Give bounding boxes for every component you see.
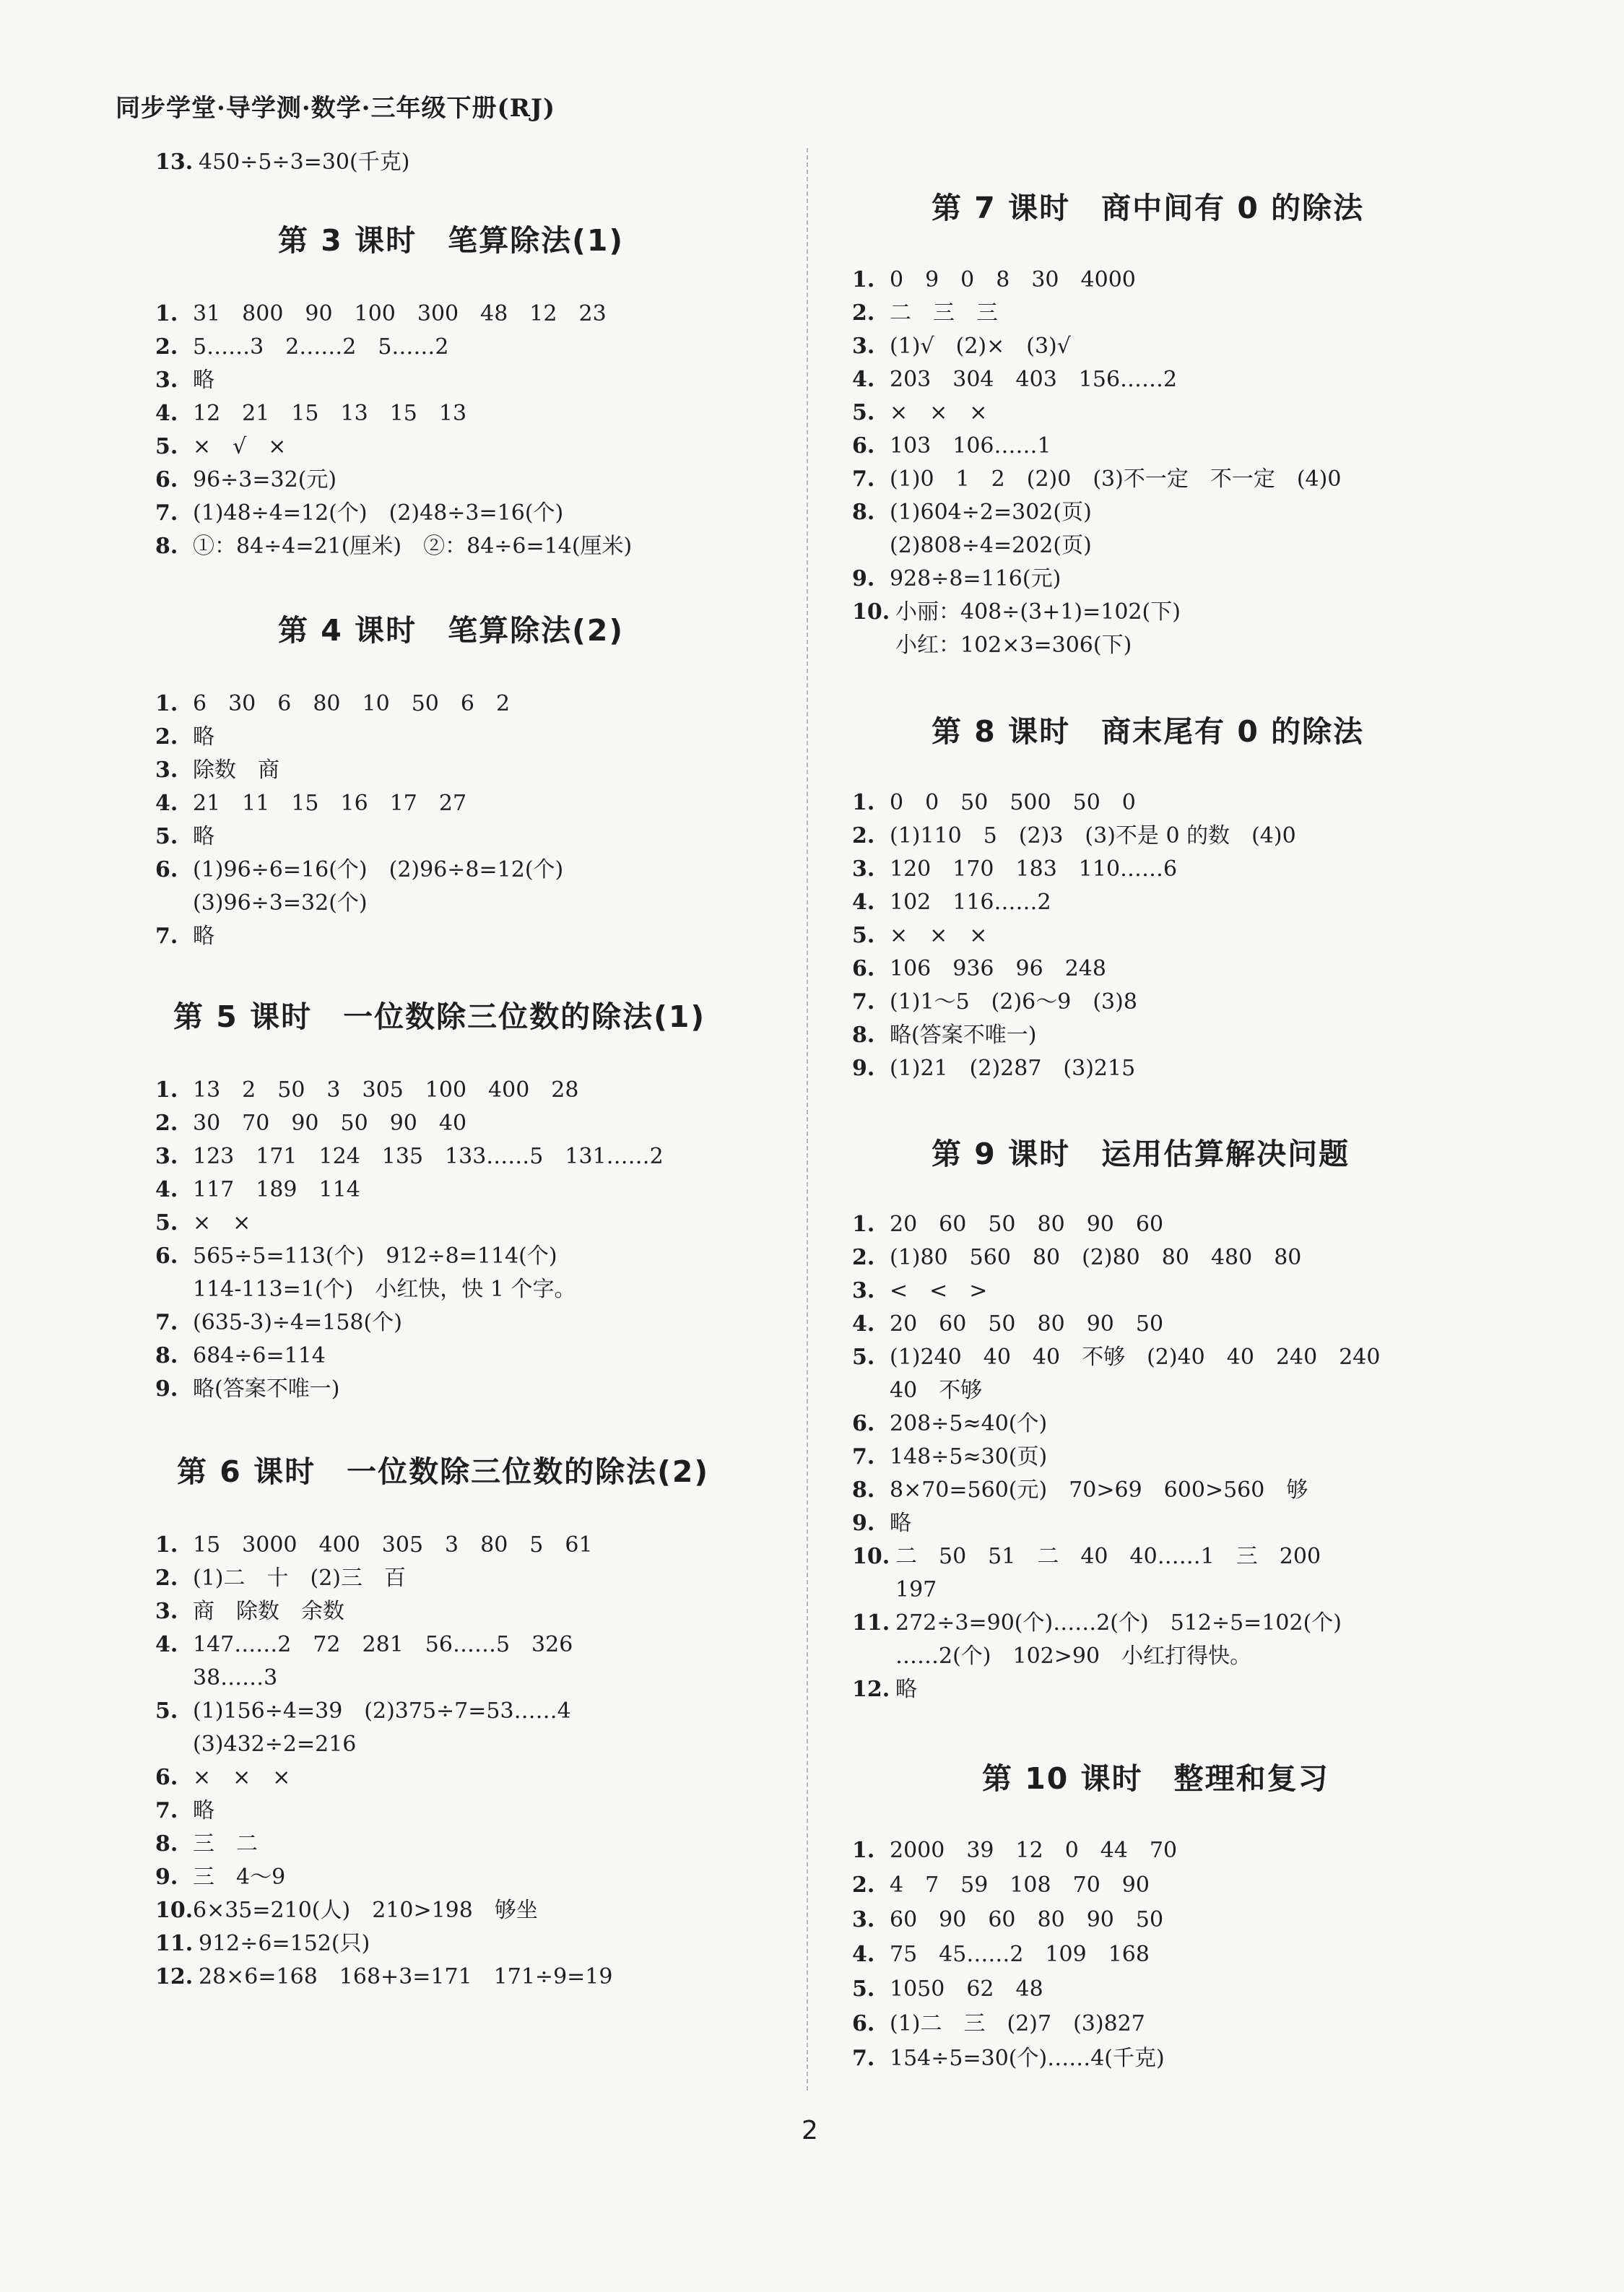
- answer-line: (3)96÷3=32(个): [193, 890, 368, 916]
- answer-line: 9. 三 4～9: [155, 1865, 286, 1890]
- answer-line: 9. 略(答案不唯一): [155, 1376, 340, 1402]
- answer-line: 1. 13 2 50 3 305 100 400 28: [155, 1077, 579, 1103]
- answer-line: 小红：102×3=306(下): [895, 633, 1132, 658]
- answer-line: 3. (1)√ (2)× (3)√: [852, 334, 1071, 359]
- answer-line: 5. 1050 62 48: [852, 1976, 1043, 2002]
- section-title: 第 7 课时 商中间有 0 的除法: [932, 191, 1365, 225]
- answer-line: 4. 117 189 114: [155, 1177, 360, 1202]
- answer-line: (2)808÷4=202(页): [890, 533, 1092, 558]
- answer-line: 12. 略: [852, 1677, 917, 1702]
- answer-line: 4. 12 21 15 13 15 13: [155, 401, 467, 426]
- answer-line: 8. 略(答案不唯一): [852, 1023, 1037, 1048]
- answer-line: 2. 30 70 90 50 90 40: [155, 1111, 467, 1136]
- answer-line: 7. (1)48÷4=12(个) (2)48÷3=16(个): [155, 500, 564, 526]
- answer-line: 2. 略: [155, 724, 214, 750]
- answer-line: 6. 96÷3=32(元): [155, 467, 337, 492]
- answer-line: 7. (1)1～5 (2)6～9 (3)8: [852, 989, 1137, 1015]
- answer-line: 11. 912÷6=152(只): [155, 1931, 370, 1956]
- answer-line: 6. (1)二 三 (2)7 (3)827: [852, 2011, 1145, 2036]
- answer-line: 1. 2000 39 12 0 44 70: [852, 1838, 1178, 1863]
- answer-line: 9. (1)21 (2)287 (3)215: [852, 1056, 1136, 1081]
- answer-line: 3. 除数 商: [155, 758, 279, 783]
- answer-line: 5. × ×: [155, 1210, 251, 1236]
- answer-line: 3. 60 90 60 80 90 50: [852, 1907, 1164, 1932]
- answer-line: 11. 272÷3=90(个)……2(个) 512÷5=102(个): [852, 1610, 1342, 1636]
- answer-line: ……2(个) 102>90 小红打得快。: [895, 1644, 1252, 1669]
- answer-line: 1. 0 0 50 500 50 0: [852, 790, 1136, 815]
- answer-line: 6. 565÷5=113(个) 912÷8=114(个): [155, 1243, 557, 1269]
- answer-line: 13. 450÷5÷3=30(千克): [155, 149, 410, 175]
- section-title: 第 8 课时 商末尾有 0 的除法: [932, 714, 1365, 749]
- answer-line: 114-113=1(个) 小红快，快 1 个字。: [193, 1277, 576, 1302]
- page-header: 同步学堂·导学测·数学·三年级下册(RJ): [116, 94, 556, 123]
- answer-line: 7. (1)0 1 2 (2)0 (3)不一定 不一定 (4)0: [852, 466, 1342, 492]
- answer-line: 6. 106 936 96 248: [852, 956, 1106, 981]
- answer-line: 5. × √ ×: [155, 434, 287, 459]
- section-title: 第 4 课时 笔算除法(2): [278, 613, 625, 648]
- answer-line: 3. < < >: [852, 1278, 988, 1303]
- answer-line: 6. × × ×: [155, 1765, 291, 1790]
- answer-line: 10.6×35=210(人) 210>198 够坐: [155, 1898, 538, 1923]
- answer-line: 7. 略: [155, 924, 214, 949]
- answer-line: 2. (1)80 560 80 (2)80 80 480 80: [852, 1245, 1302, 1270]
- answer-line: 4. 21 11 15 16 17 27: [155, 791, 467, 816]
- answer-line: 1. 20 60 50 80 90 60: [852, 1212, 1164, 1237]
- answer-line: 3. 123 171 124 135 133……5 131……2: [155, 1144, 664, 1169]
- answer-line: 7. 148÷5≈30(页): [852, 1444, 1048, 1470]
- answer-line: 3. 商 除数 余数: [155, 1599, 344, 1624]
- answer-line: 4. 75 45……2 109 168: [852, 1942, 1150, 1967]
- answer-line: 4. 20 60 50 80 90 50: [852, 1311, 1164, 1337]
- answer-line: 8. 8×70=560(元) 70>69 600>560 够: [852, 1477, 1308, 1503]
- page-number: 2: [802, 2116, 818, 2145]
- answer-line: 5. × × ×: [852, 400, 988, 425]
- answer-line: 8. 684÷6=114: [155, 1343, 326, 1368]
- answer-line: 4. 102 116……2: [852, 890, 1051, 915]
- answer-line: 10. 二 50 51 二 40 40……1 三 200: [852, 1544, 1321, 1569]
- answer-line: 5. (1)240 40 40 不够 (2)40 40 240 240: [852, 1345, 1381, 1370]
- answer-line: 2. 二 三 三: [852, 300, 998, 326]
- column-divider: [807, 148, 808, 2091]
- answer-line: 1. 31 800 90 100 300 48 12 23: [155, 301, 607, 326]
- answer-line: 3. 120 170 183 110……6: [852, 856, 1178, 882]
- answer-line: (3)432÷2=216: [193, 1732, 357, 1757]
- answer-line: 4. 147……2 72 281 56……5 326: [155, 1632, 573, 1657]
- answer-line: 2. 4 7 59 108 70 90: [852, 1872, 1150, 1898]
- answer-line: 1. 15 3000 400 305 3 80 5 61: [155, 1532, 593, 1558]
- section-title: 第 3 课时 笔算除法(1): [278, 223, 625, 258]
- answer-line: 12. 28×6=168 168+3=171 171÷9=19: [155, 1964, 613, 1989]
- answer-line: 2. (1)二 十 (2)三 百: [155, 1566, 406, 1591]
- answer-line: 2. (1)110 5 (2)3 (3)不是 0 的数 (4)0: [852, 823, 1296, 848]
- answer-line: 3. 略: [155, 368, 214, 393]
- section-title: 第 10 课时 整理和复习: [982, 1761, 1329, 1796]
- answer-line: 40 不够: [890, 1378, 983, 1403]
- answer-line: 5. (1)156÷4=39 (2)375÷7=53……4: [155, 1698, 571, 1724]
- answer-line: 4. 203 304 403 156……2: [852, 367, 1178, 392]
- answer-line: 6. (1)96÷6=16(个) (2)96÷8=12(个): [155, 857, 564, 882]
- answer-line: 7. (635-3)÷4=158(个): [155, 1310, 402, 1335]
- section-title: 第 6 课时 一位数除三位数的除法(2): [177, 1454, 710, 1489]
- answer-line: 6. 103 106……1: [852, 433, 1051, 459]
- answer-line: 5. 略: [155, 824, 214, 849]
- answer-line: 8. (1)604÷2=302(页): [852, 500, 1092, 525]
- answer-line: 5. × × ×: [852, 923, 988, 948]
- answer-line: 2. 5……3 2……2 5……2: [155, 334, 449, 360]
- answer-line: 10. 小丽：408÷(3+1)=102(下): [852, 599, 1181, 625]
- answer-line: 9. 928÷8=116(元): [852, 566, 1061, 591]
- answer-line: 8. ①：84÷4=21(厘米) ②：84÷6=14(厘米): [155, 534, 633, 559]
- answer-line: 38……3: [193, 1665, 278, 1690]
- answer-line: 8. 三 二: [155, 1831, 258, 1857]
- section-title: 第 9 课时 运用估算解决问题: [932, 1137, 1350, 1171]
- answer-line: 1. 0 9 0 8 30 4000: [852, 267, 1136, 292]
- answer-line: 7. 略: [155, 1798, 214, 1823]
- section-title: 第 5 课时 一位数除三位数的除法(1): [173, 999, 706, 1034]
- answer-line: 7. 154÷5=30(个)……4(千克): [852, 2046, 1165, 2071]
- answer-line: 6. 208÷5≈40(个): [852, 1411, 1048, 1436]
- answer-line: 197: [895, 1577, 937, 1602]
- answer-line: 1. 6 30 6 80 10 50 6 2: [155, 691, 511, 716]
- answer-line: 9. 略: [852, 1511, 911, 1536]
